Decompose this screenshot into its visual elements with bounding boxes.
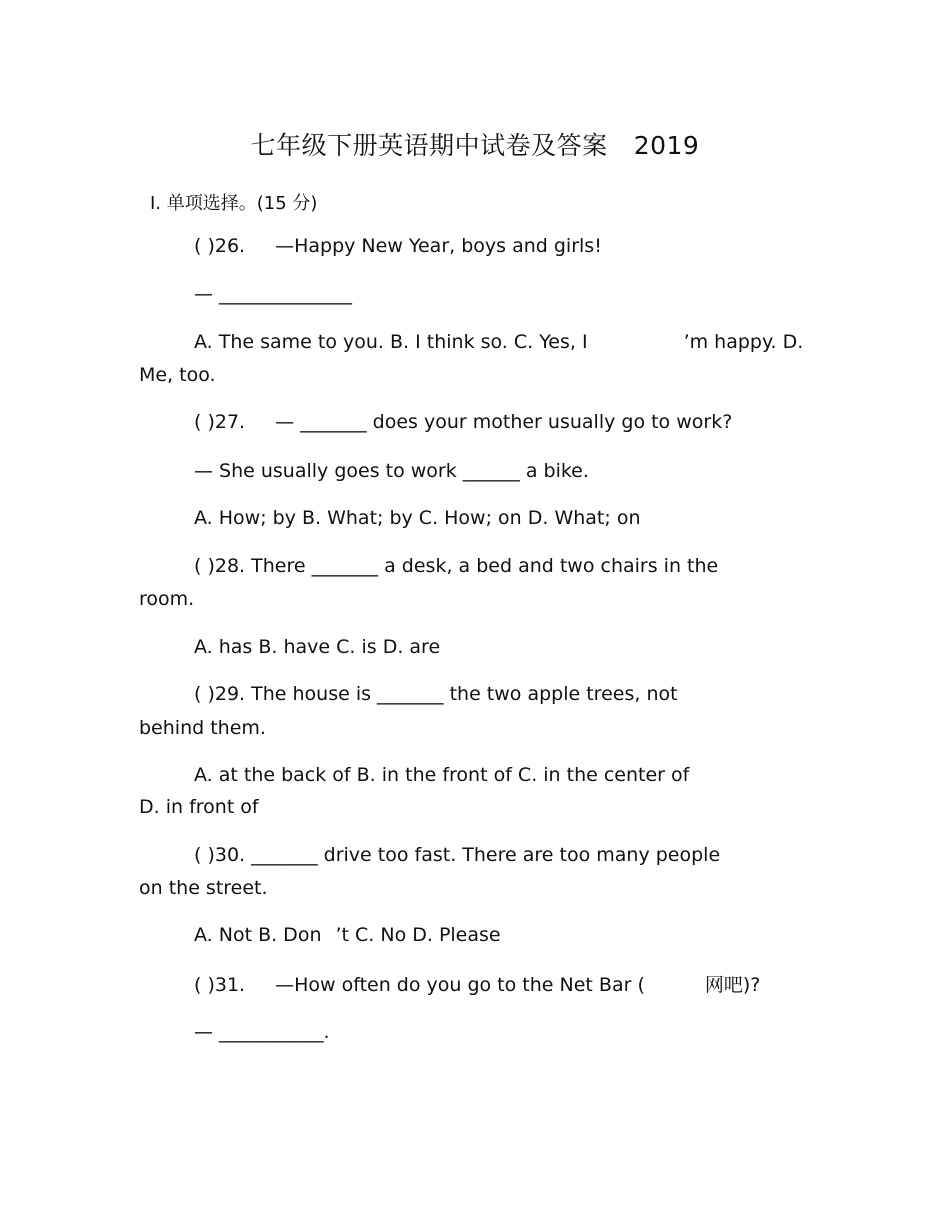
question-26-prompt: —Happy New Year, boys and girls! xyxy=(275,235,602,257)
question-30-options xyxy=(194,919,501,952)
question-31-prompt-cn: 网吧)? xyxy=(704,974,761,996)
question-27-prompt: — _______ does your mother usually go to work? xyxy=(275,411,733,433)
question-26-options xyxy=(194,326,803,359)
question-28-wrap: room. xyxy=(139,588,195,610)
question-26 xyxy=(194,230,602,263)
question-27 xyxy=(194,406,732,439)
question-26-reply: — ______________ xyxy=(194,283,353,305)
page-title xyxy=(0,126,950,162)
question-30-options-part-b: ’t C. No D. Please xyxy=(335,924,501,946)
question-31-reply: — ___________. xyxy=(194,1021,330,1043)
question-26-options-part-a: A. The same to you. B. I think so. C. Yes, I xyxy=(194,331,588,353)
question-30-wrap: on the street. xyxy=(139,877,268,899)
question-29-wrap: behind them. xyxy=(139,717,266,739)
question-31 xyxy=(194,969,760,1002)
question-27-reply: — She usually goes to work ______ a bike. xyxy=(194,460,589,482)
question-28: ( )28. There _______ a desk, a bed and two chairs in the xyxy=(194,555,719,577)
question-30-options-part-a: A. Not B. Don xyxy=(194,924,322,946)
question-31-number: ( )31. xyxy=(194,974,246,996)
question-30: ( )30. _______ drive too fast. There are too many people xyxy=(194,844,721,866)
title-text: 七年级下册英语期中试卷及答案 xyxy=(250,131,608,160)
question-28-options: A. has B. have C. is D. are xyxy=(194,636,441,658)
question-26-options-part-b: ’m happy. D. xyxy=(683,331,804,353)
question-29-options-wrap: D. in front of xyxy=(139,796,259,818)
question-31-prompt: —How often do you go to the Net Bar ( xyxy=(275,974,645,996)
question-29-options: A. at the back of B. in the front of C. in the center of xyxy=(194,764,690,786)
question-26-options-wrap: Me, too. xyxy=(139,364,216,386)
question-27-options: A. How; by B. What; by C. How; on D. What; on xyxy=(194,507,641,529)
title-year: 2019 xyxy=(633,131,700,160)
section-heading: I. 单项选择。(15 分) xyxy=(150,193,318,214)
question-27-number: ( )27. xyxy=(194,411,246,433)
question-29: ( )29. The house is _______ the two apple trees, not xyxy=(194,683,678,705)
question-26-number: ( )26. xyxy=(194,235,246,257)
